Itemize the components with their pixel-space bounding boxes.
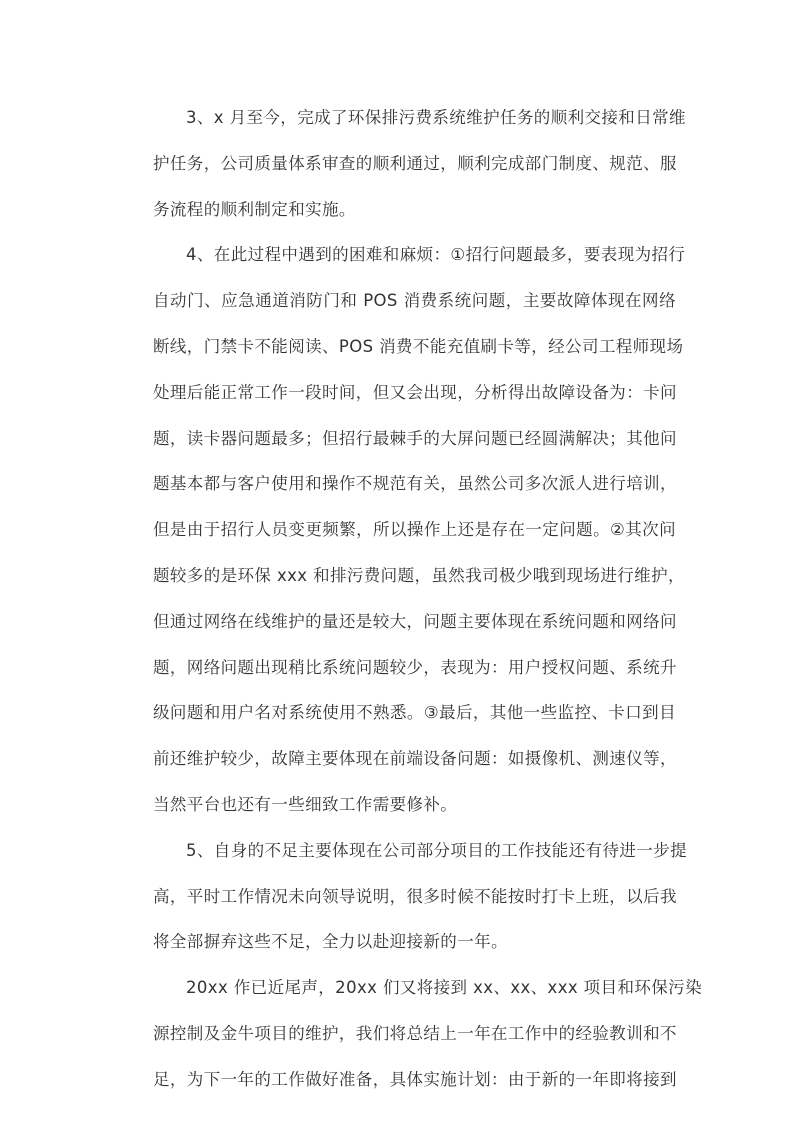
text-line: 题，读卡器问题最多；但招行最棘手的大屏问题已经圆满解决；其他问 <box>153 428 677 448</box>
paragraph-difficulties <box>120 232 686 827</box>
text-line: 20xx 作已近尾声，20xx 们又将接到 xx、xx、xxx 项目和环保污染 <box>186 978 702 998</box>
text-line: 断线，门禁卡不能阅读、POS 消费不能充值刷卡等，经公司工程师现场 <box>153 336 684 356</box>
text-line: 4、在此过程中遇到的困难和麻烦：①招行问题最多，要表现为招行 <box>186 245 686 265</box>
text-line: 题基本都与客户使用和操作不规范有关，虽然公司多次派人进行培训， <box>153 474 677 494</box>
text-line: 前还维护较少，故障主要体现在前端设备问题：如摄像机、测速仪等， <box>153 749 677 769</box>
text-line: 足，为下一年的工作做好准备，具体实施计划：由于新的一年即将接到 <box>153 1069 677 1089</box>
text-line: 3、x 月至今，完成了环保排污费系统维护任务的顺利交接和日常维 <box>186 108 686 127</box>
text-line: 当然平台也还有一些细致工作需要修补。 <box>153 794 458 814</box>
document-page <box>120 95 702 1103</box>
text-line: 题，网络问题出现稍比系统问题较少，表现为：用户授权问题、系统升 <box>153 657 677 677</box>
paragraph-progress <box>120 95 686 232</box>
text-line: 高，平时工作情况未向领导说明，很多时候不能按时打卡上班，以后我 <box>153 886 677 906</box>
paragraph-plan <box>120 965 702 1102</box>
paragraph-shortcomings <box>120 828 687 965</box>
text-line: 但通过网络在线维护的量还是较大，问题主要体现在系统问题和网络问 <box>153 611 677 631</box>
text-line: 5、自身的不足主要体现在公司部分项目的工作技能还有待进一步提 <box>186 840 687 860</box>
text-line: 级问题和用户名对系统使用不熟悉。③最后，其他一些监控、卡口到目 <box>153 703 676 723</box>
text-line: 题较多的是环保 xxx 和排污费问题，虽然我司极少哦到现场进行维护， <box>153 565 685 585</box>
text-line: 务流程的顺利制定和实施。 <box>153 199 356 219</box>
text-line: 源控制及金牛项目的维护，我们将总结上一年在工作中的经验教训和不 <box>153 1023 677 1043</box>
text-line: 处理后能正常工作一段时间，但又会出现，分析得出故障设备为：卡问 <box>153 382 677 402</box>
text-line: 自动门、应急通道消防门和 POS 消费系统问题，主要故障体现在网络 <box>153 291 676 311</box>
text-line: 将全部摒弃这些不足，全力以赴迎接新的一年。 <box>153 932 508 952</box>
text-line: 但是由于招行人员变更频繁，所以操作上还是存在一定问题。②其次问 <box>153 520 676 540</box>
text-line: 护任务，公司质量体系审查的顺利通过，顺利完成部门制度、规范、服 <box>153 153 677 173</box>
